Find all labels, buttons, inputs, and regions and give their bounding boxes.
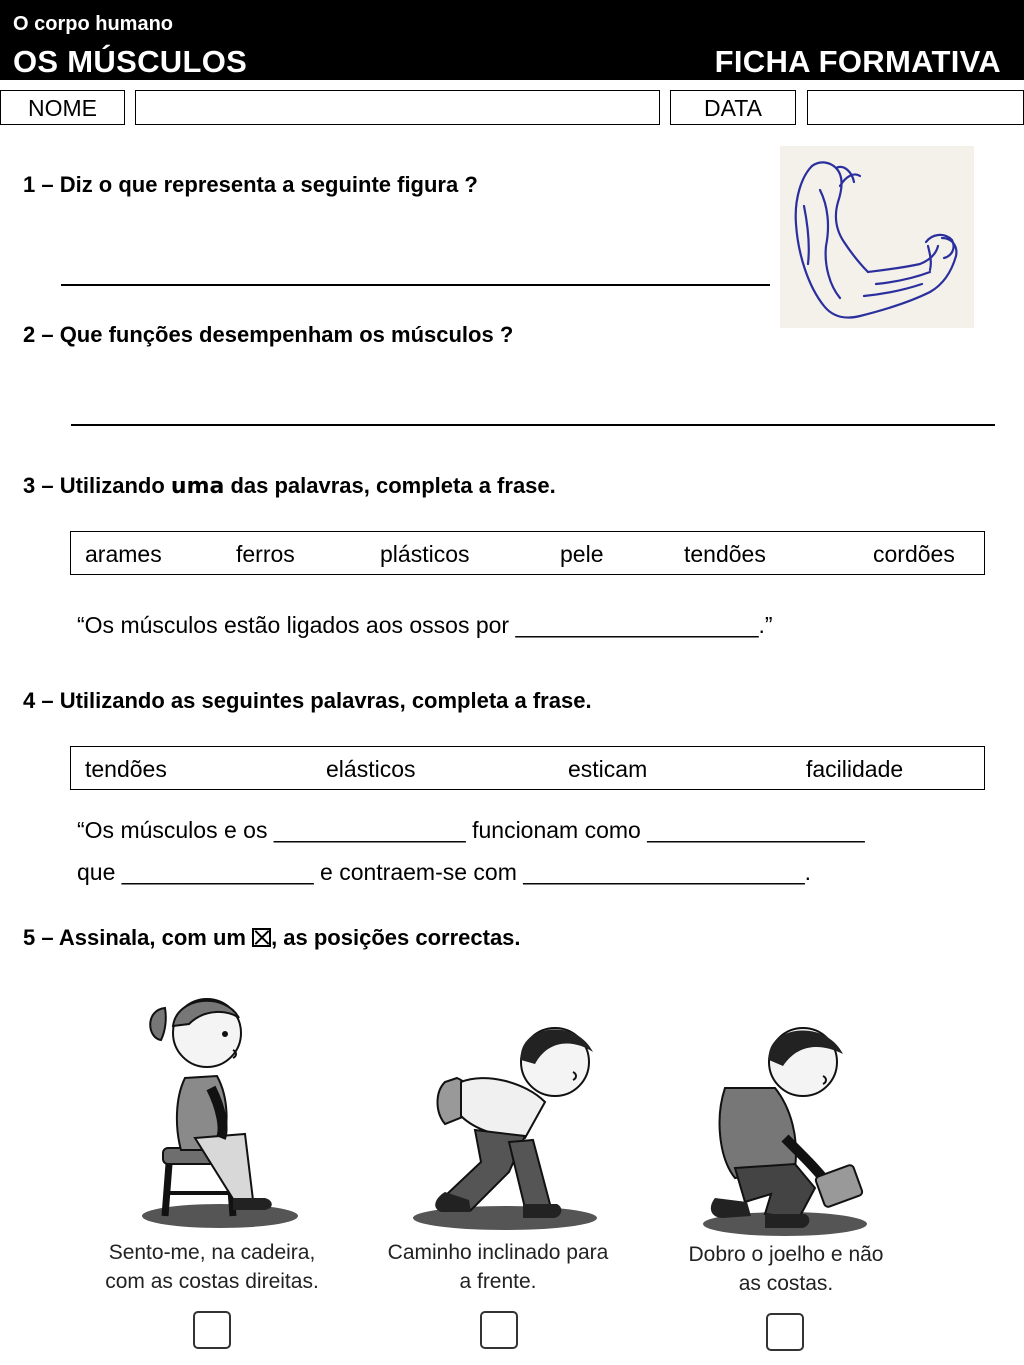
question-2: 2 – Que funções desempenham os músculos ? (23, 322, 514, 347)
option-caption (74, 1238, 350, 1296)
word-bank-4 (70, 746, 985, 790)
word-bank-item: facilidade (806, 756, 904, 782)
girl-sitting-illustration (125, 988, 305, 1233)
option-caption (360, 1238, 636, 1296)
question-3-text-before: 3 – Utilizando (23, 473, 171, 498)
word-bank-item: esticam (568, 756, 648, 782)
name-field[interactable] (135, 90, 660, 125)
question-3-text-after: das palavras, completa a frase. (224, 473, 556, 498)
option-caption-line: com as costas direitas. (105, 1270, 319, 1293)
fill-in-sentence-4-line-2[interactable]: que _______________ e contraem-se com ______________________. (77, 859, 812, 885)
word-bank-item: tendões (85, 756, 167, 782)
word-bank-item: elásticos (326, 756, 416, 782)
word-bank-item: ferros (236, 541, 295, 567)
option-caption-line: Caminho inclinado para (387, 1241, 609, 1264)
question-5-text-before: 5 – Assinala, com um (23, 925, 253, 950)
date-field[interactable] (807, 90, 1024, 125)
answer-line-1[interactable] (61, 284, 770, 286)
word-bank-item: tendões (684, 541, 766, 567)
date-label: DATA (670, 90, 796, 125)
word-bank-item: cordões (873, 541, 955, 567)
flexed-arm-image (780, 146, 974, 328)
word-bank-item: plásticos (380, 541, 470, 567)
option-checkbox-sitting[interactable] (193, 1311, 231, 1349)
header-bar (0, 0, 1024, 80)
option-caption-line: as costas. (738, 1272, 834, 1295)
sheet-type-label: FICHA FORMATIVA (714, 44, 1001, 79)
question-3-emphasis: uma (170, 474, 225, 499)
question-5 (23, 925, 521, 951)
question-3 (23, 473, 556, 499)
option-checkbox-walking[interactable] (480, 1311, 518, 1349)
question-4: 4 – Utilizando as seguintes palavras, completa a frase. (23, 688, 592, 713)
boy-bending-knee-illustration (695, 1018, 885, 1240)
option-checkbox-bending[interactable] (766, 1313, 804, 1351)
flexed-arm-icon (780, 146, 974, 328)
option-caption-line: a frente. (459, 1270, 537, 1293)
option-caption-line: Dobro o joelho e não (688, 1243, 884, 1266)
option-caption (648, 1240, 924, 1298)
question-5-text-after: , as posições correctas. (271, 925, 521, 950)
option-caption-line: Sento-me, na cadeira, (108, 1241, 316, 1264)
question-1: 1 – Diz o que representa a seguinte figura ? (23, 172, 478, 197)
word-bank-3 (70, 531, 985, 575)
word-bank-item: pele (560, 541, 604, 567)
name-label: NOME (0, 90, 125, 125)
fill-in-sentence-4-line-1[interactable]: “Os músculos e os _______________ funcionam como _________________ (77, 817, 865, 843)
answer-line-2[interactable] (71, 424, 995, 426)
subject-label: O corpo humano (13, 13, 173, 35)
boy-walking-bent-illustration (405, 1012, 605, 1234)
checked-box-icon (252, 928, 271, 947)
fill-in-sentence-3[interactable]: “Os músculos estão ligados aos ossos por ___________________.” (77, 612, 773, 638)
page-title: OS MÚSCULOS (13, 44, 248, 79)
word-bank-item: arames (85, 541, 162, 567)
